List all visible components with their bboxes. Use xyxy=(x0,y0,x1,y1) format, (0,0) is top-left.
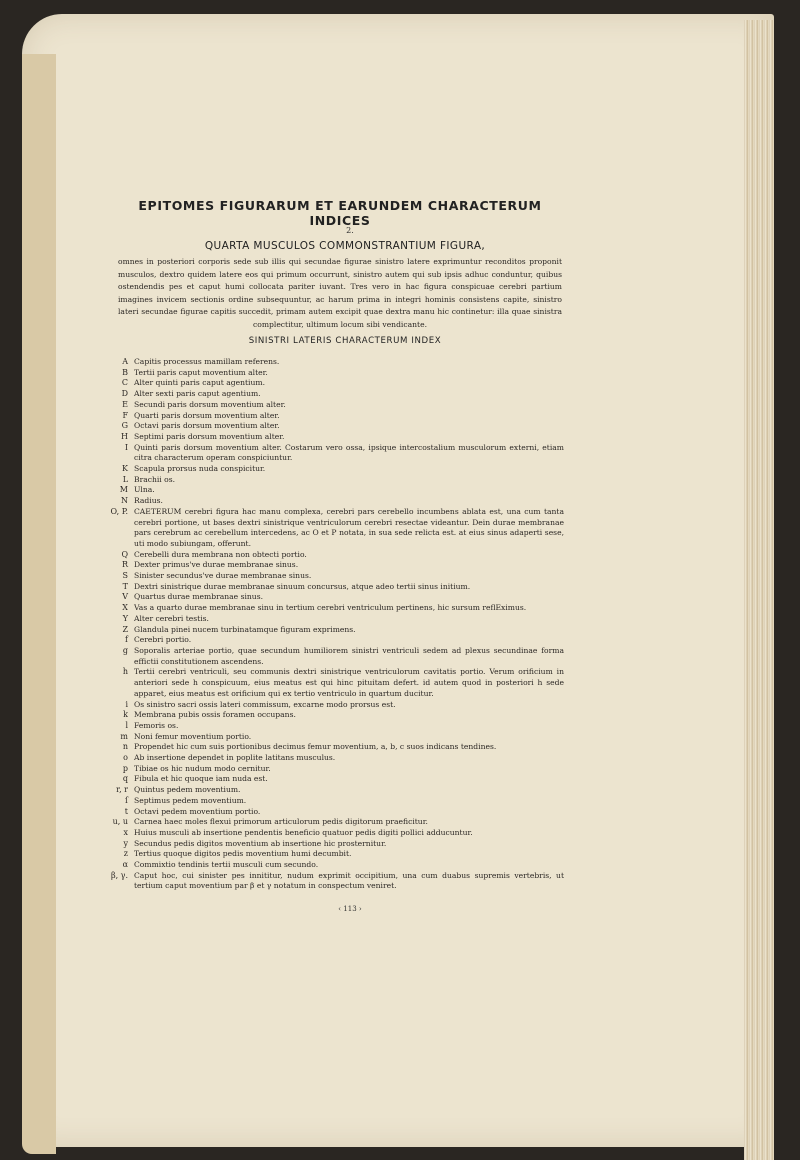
index-entry-text: Femoris os. xyxy=(134,720,179,730)
index-entry-text: Tibiae os hic nudum modo cernitur. xyxy=(134,763,271,773)
index-entry-text: Vas a quarto durae membranae sinu in tertium cerebri ventriculum pertinens, hic sursum reflEximus. xyxy=(134,603,527,613)
index-entry xyxy=(104,603,564,614)
index-entry xyxy=(104,796,564,807)
page-stack-edges xyxy=(744,20,774,1160)
index-entry xyxy=(104,378,564,389)
index-entry xyxy=(104,357,564,368)
index-entry-label: q xyxy=(122,774,128,784)
intro-paragraph: omnes in posteriori corporis sede sub illis qui secundae figurae sinistro latere exprimuntur reconditos proponit musculos, dextro quidem latere eos qui primum occurrunt, sinistro autem qui sub ipsis adhuc conduntur, quibus ostendendis pes et caput humi collocata pariter iuvant. Tres vero in hac figura conspicuae cerebri partium imagines invicem sectionis ordine subsequuntur, ac harum prima in integri hominis consistens capite, sinistro lateri secundae figurae capitis succedit, primam autem excipit quae dextra manu hic continetur: illa quae sinistra complectitur, ultimum locum sibi vendicante. xyxy=(118,257,562,329)
index-entry-label: R xyxy=(121,560,128,570)
index-entry-label: i xyxy=(125,699,128,709)
index-entry-label: T xyxy=(122,581,128,591)
index-entry xyxy=(104,485,564,496)
index-entry-text: Tertius quoque digitos pedis moventium humi decumbit. xyxy=(134,849,352,859)
index-entry xyxy=(104,550,564,561)
index-entry-label: o xyxy=(123,753,128,763)
index-entry xyxy=(104,432,564,443)
index-entry-text: Quartus durae membranae sinus. xyxy=(134,592,264,602)
figure-number: 2. xyxy=(346,226,354,235)
index-entry-text: Septimus pedem moventium. xyxy=(134,795,247,805)
index-entry-text: Glandula pinei nucem turbinatamque figuram exprimens. xyxy=(134,624,356,634)
index-entry xyxy=(104,785,564,796)
index-entry-text: Cerebelli dura membrana non obtecti portio. xyxy=(134,549,307,559)
index-entry-label: K xyxy=(122,464,128,474)
index-entry-text: Cerebri portio. xyxy=(134,635,192,645)
index-entry xyxy=(104,400,564,411)
index-entry xyxy=(104,742,564,753)
index-entry-label: S xyxy=(122,571,128,581)
index-entry-text: Scapula prorsus nuda conspicitur. xyxy=(134,464,266,474)
index-entry xyxy=(104,496,564,507)
section-heading: SINISTRI LATERIS CHARACTERUM INDEX xyxy=(248,336,442,346)
index-entry xyxy=(104,710,564,721)
index-entry-text: Secundus pedis digitos moventium ab insertione hic prosternitur. xyxy=(134,838,387,848)
index-entry xyxy=(104,839,564,850)
index-entry-text: Commixtio tendinis tertii musculi cum secundo. xyxy=(134,860,319,870)
index-entry xyxy=(104,635,564,646)
index-entry xyxy=(104,475,564,486)
index-entry-label: V xyxy=(122,592,128,602)
index-entry-label: B xyxy=(122,367,128,377)
index-entry-text: Dextri sinistrique durae membranae sinuum concursus, atque adeo tertii sinus initium. xyxy=(134,581,471,591)
index-entry-text: Membrana pubis ossis foramen occupans. xyxy=(134,710,296,720)
index-entry-text: Caput hoc, cui sinister pes innititur, nudum exprimit occipitium, una cum duabus supremis vertebris, ut tertium caput moventium par β et γ notatum in conspectum veniret. xyxy=(134,870,564,891)
index-entry-label: A xyxy=(122,357,128,366)
index-entry xyxy=(104,443,564,464)
index-entry-label: L xyxy=(122,474,128,484)
index-entry-label: Q xyxy=(121,549,128,559)
index-entry xyxy=(104,817,564,828)
index-entry-label: n xyxy=(122,742,128,752)
index-entry-label: t xyxy=(124,806,128,816)
index-entry xyxy=(104,582,564,593)
index-entry-text: Fibula et hic quoque iam nuda est. xyxy=(134,774,268,784)
index-entry-text: CAETERUM cerebri figura hac manu complexa, cerebri pars cerebello incumbens ablata est, una cum tanta cerebri portione, ut bases dextri sinistrique ventriculorum cerebri resectae videantur. Dein durae membranae pars cerebrum ac cerebellum intercedens, ac O et P notata, in sua sede relicta est. at eius sinus adaperti sese, uti modo subiungam, offerunt. xyxy=(134,506,564,548)
index-entry xyxy=(104,560,564,571)
index-entry xyxy=(104,464,564,475)
index-entry-label: M xyxy=(119,485,128,495)
index-entry-label: m xyxy=(120,731,128,741)
index-entry-label: C xyxy=(121,378,128,388)
index-entry-text: Brachii os. xyxy=(134,474,176,484)
index-entry-label: D xyxy=(121,389,128,399)
index-entry-label: r, r xyxy=(116,785,128,795)
index-entry-label: N xyxy=(121,496,128,506)
index-entry-label: x xyxy=(123,827,128,837)
index-entry xyxy=(104,753,564,764)
index-entry-text: Sinister secundus've durae membranae sinus. xyxy=(134,571,312,581)
index-entry xyxy=(104,860,564,871)
page-number: ‹ 113 › xyxy=(338,905,362,913)
index-entry xyxy=(104,411,564,422)
index-entry-label: ſ xyxy=(125,795,128,805)
index-entry xyxy=(104,421,564,432)
index-entry xyxy=(104,614,564,625)
index-entry xyxy=(104,774,564,785)
index-entry-label: y xyxy=(123,838,128,848)
index-entry-text: Propendet hic cum suis portionibus decimus femur moventium, a, b, c suos indicans tendines. xyxy=(134,742,497,752)
index-entry-label: E xyxy=(122,399,128,409)
index-entry-text: Tertii cerebri ventriculi, seu communis dextri sinistrique ventriculorum cavitatis portio. Verum orificium in anteriori sede h conspicuum, eius meatus est qui hinc pituitam defert. id autem quod in posteriori h sede apparet, eius meatus est orificium qui ex tertio ventriculo in quartum ducitur. xyxy=(134,667,564,698)
index-entry-text: Quarti paris dorsum moventium alter. xyxy=(134,410,280,420)
index-entry xyxy=(104,389,564,400)
index-entry-text: Tertii paris caput moventium alter. xyxy=(134,367,268,377)
index-entry-label: Y xyxy=(122,613,128,623)
index-entry xyxy=(104,732,564,743)
index-entry-label: F xyxy=(122,410,128,420)
index-entry-text: Os sinistro sacri ossis lateri commissum, excarne modo prorsus est. xyxy=(134,699,396,709)
index-entry-text: Quinti paris dorsum moventium alter. Costarum vero ossa, ipsique intercostalium musculorum externi, etiam citra characterum operam conspiciuntur. xyxy=(134,442,564,463)
index-entry-text: Noni femur moventium portio. xyxy=(134,731,252,741)
index-entry-label: u, u xyxy=(112,817,128,827)
index-entry-text: Alter cerebri testis. xyxy=(134,613,209,623)
index-entry-text: Ulna. xyxy=(134,485,155,495)
figure-title: QUARTA MUSCULOS COMMONSTRANTIUM FIGURA, xyxy=(204,240,486,252)
index-entry-label: l xyxy=(125,720,128,730)
index-entry-text: Secundi paris dorsum moventium alter. xyxy=(134,399,286,409)
index-entry-label: β, γ. xyxy=(110,870,128,880)
index-entry-label: p xyxy=(122,763,128,773)
index-entry-text: Dexter primus've durae membranae sinus. xyxy=(134,560,299,570)
index-entry-label: H xyxy=(121,431,128,441)
index-entry xyxy=(104,764,564,775)
index-entry xyxy=(104,807,564,818)
index-entry xyxy=(104,667,564,699)
index-entry-label: h xyxy=(122,667,128,677)
index-entry-label: g xyxy=(122,645,128,655)
index-entry-text: Alter sexti paris caput agentium. xyxy=(134,389,261,399)
index-entry-label: G xyxy=(121,421,128,431)
index-entry xyxy=(104,849,564,860)
index-entry-label: k xyxy=(123,710,128,720)
index-entry-label: X xyxy=(122,603,128,613)
index-entry xyxy=(104,625,564,636)
index-entry-text: Septimi paris dorsum moventium alter. xyxy=(134,431,285,441)
index-entry-text: Alter quinti paris caput agentium. xyxy=(134,378,265,388)
index-entry-label: Z xyxy=(122,624,128,634)
index-entry xyxy=(104,592,564,603)
index-entry-text: Quintus pedem moventium. xyxy=(134,785,241,795)
index-entry-label: I xyxy=(124,442,128,452)
index-entry-label: α xyxy=(122,860,128,870)
index-entry-label: O, P. xyxy=(110,506,128,516)
page-gutter-shadow xyxy=(22,54,56,1154)
index-entry-text: Octavi paris dorsum moventium alter. xyxy=(134,421,280,431)
index-entry-text: Capitis processus mamillam referens. xyxy=(134,357,280,366)
index-entry xyxy=(104,571,564,582)
index-entry xyxy=(104,646,564,667)
page-title: EPITOMES FIGURARUM ET EARUNDEM CHARACTERUM INDICES xyxy=(138,198,542,228)
index-entry-text: Radius. xyxy=(134,496,163,506)
index-entry xyxy=(104,721,564,732)
index-entry-text: Octavi pedem moventium portio. xyxy=(134,806,261,816)
index-entry xyxy=(104,507,564,550)
index-entry xyxy=(104,828,564,839)
index-entry xyxy=(104,368,564,379)
index-entry-text: Ab insertione dependet in poplite latitans musculus. xyxy=(134,753,336,763)
index-entry-text: Soporalis arteriae portio, quae secundum humiliorem sinistri ventriculi sedem ad plexus secundinae forma effictii constitutionem ascendens. xyxy=(134,645,564,666)
character-index-list xyxy=(104,357,564,892)
index-entry xyxy=(104,700,564,711)
index-entry-text: Huius musculi ab insertione pendentis beneficio quatuor pedis digiti pollici adducuntur. xyxy=(134,827,473,837)
index-entry-label: z xyxy=(123,849,128,859)
index-entry-text: Carnea haec moles flexui primorum articulorum pedis digitorum praeficitur. xyxy=(134,817,428,827)
index-entry xyxy=(104,871,564,892)
index-entry-label: f xyxy=(125,635,128,645)
